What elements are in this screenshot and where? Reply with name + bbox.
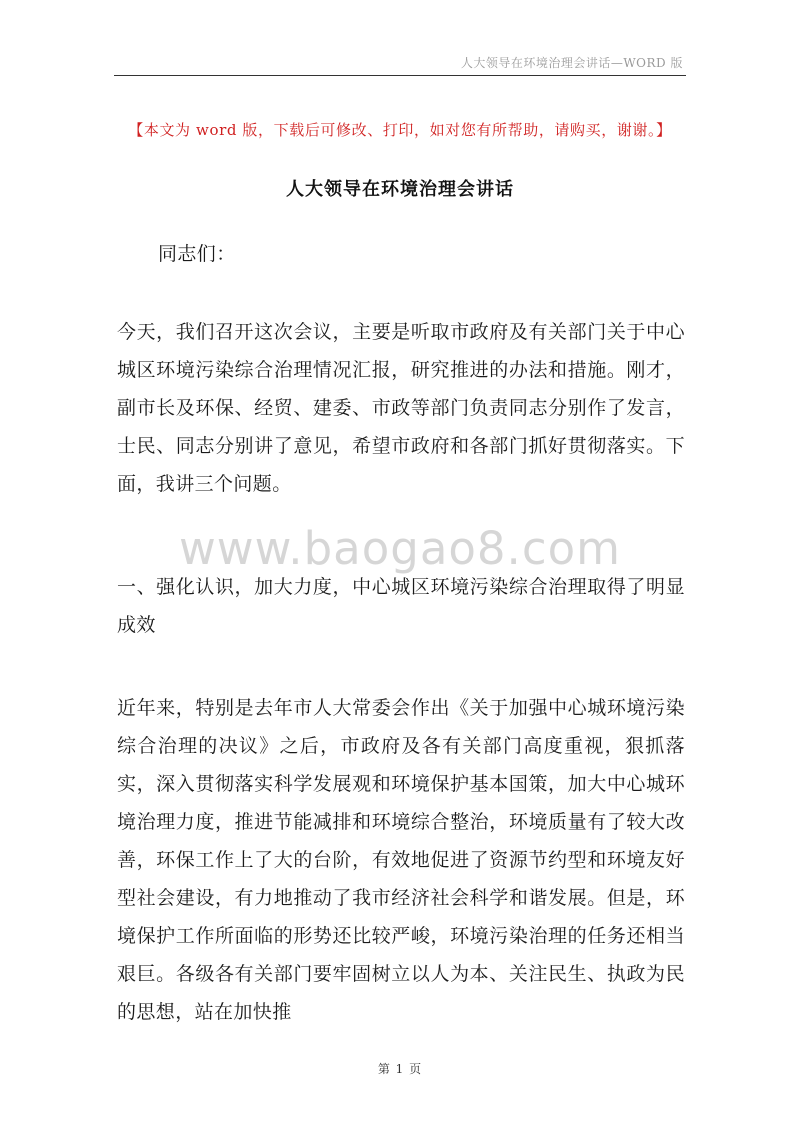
purchase-notice: 【本文为 word 版，下载后可修改、打印，如对您有所帮助，请购买，谢谢。】 — [128, 121, 672, 139]
page-number: 第 1 页 — [377, 1062, 423, 1076]
document-title: 人大领导在环境治理会讲话 — [286, 179, 514, 200]
section-heading-1: 一、强化认识，加大力度，中心城区环境污染综合治理取得了明显成效 — [117, 576, 685, 636]
watermark: www.baogao8.com — [179, 522, 621, 575]
greeting: 同志们： — [158, 243, 236, 265]
running-header: 人大领导在环境治理会讲话—WORD 版 — [460, 56, 683, 70]
header-divider — [114, 75, 686, 76]
paragraph-section-1: 近年来，特别是去年市人大常委会作出《关于加强中心城环境污染综合治理的决议》之后，市政府及各有关部门高度重视，狠抓落实，深入贯彻落实科学发展观和环境保护基本国策，加大中心城环境治理力度，推进节能减排和环境综合整治，环境质量有了较大改善，环保工作上了大的台阶，有效地促进了资源节约型和环境友好型社会建设，有力地推动了我市经济社会科学和谐发展。但是，环境保护工作所面临的形势还比较严峻，环境污染治理的任务还相当艰巨。各级各有关部门要牢固树立以人为本、关注民生、执政为民的思想，站在加快推 — [117, 697, 685, 1023]
paragraph-intro: 今天，我们召开这次会议，主要是听取市政府及有关部门关于中心城区环境污染综合治理情况汇报，研究推进的办法和措施。刚才，副市长及环保、经贸、建委、市政等部门负责同志分别作了发言，士民、同志分别讲了意见，希望市政府和各部门抓好贯彻落实。下面，我讲三个问题。 — [117, 321, 685, 495]
